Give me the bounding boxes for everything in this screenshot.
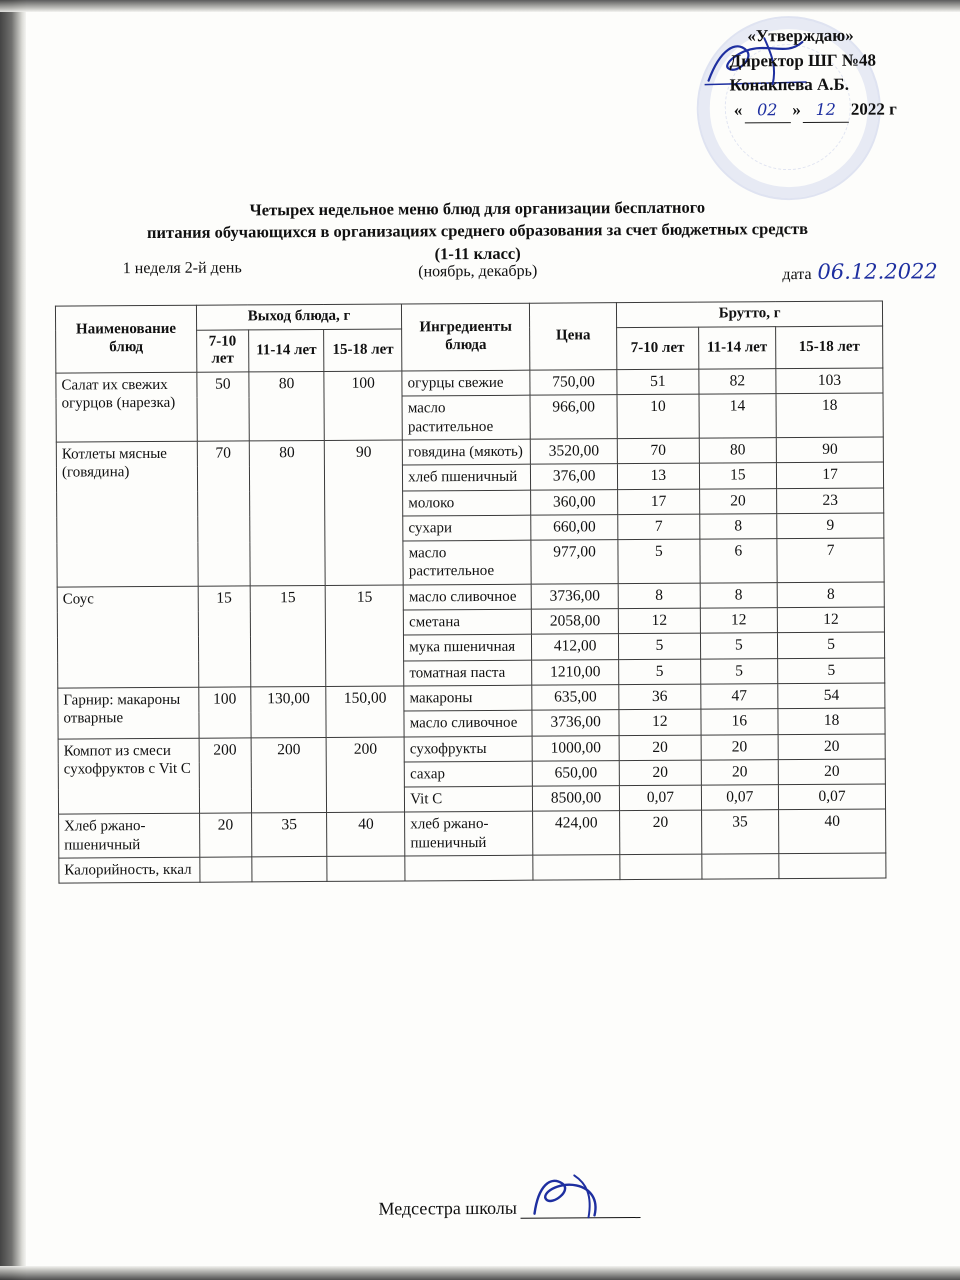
cell-ingredient: сухофрукты: [404, 736, 532, 762]
cell-dish-name: Хлеб ржано-пшеничный: [59, 814, 200, 858]
cell-brutto-1: 7: [618, 514, 699, 540]
cell-brutto-3: 7: [777, 538, 884, 582]
cell-brutto-1: 5: [618, 539, 700, 583]
cell-price: 3520,00: [530, 439, 617, 465]
nurse-label: Медсестра школы: [378, 1197, 517, 1219]
table-row: [59, 809, 886, 858]
header-dish-name: Наименование блюд: [55, 305, 196, 373]
nurse-signature-line: [521, 1197, 641, 1219]
cell-brutto-2: 16: [701, 709, 779, 735]
cell-price: 650,00: [532, 760, 619, 786]
cell-ingredient: масло растительное: [403, 540, 531, 584]
cell-output-2: 80: [249, 372, 325, 441]
title-line-3: (1-11 класс): [434, 243, 521, 263]
cell-ingredient: сахар: [404, 761, 532, 787]
cell-ingredient: сметана: [404, 609, 532, 635]
approval-block: [729, 23, 897, 123]
cell-dish-name: Котлеты мясные (говядина): [56, 441, 198, 587]
cell-output-2: 80: [249, 440, 325, 585]
cell-brutto-3: 17: [777, 462, 884, 488]
approval-utverzhdayu: «Утверждаю»: [747, 25, 854, 46]
cell-ingredient: томатная паста: [404, 660, 532, 686]
cell-brutto-2: 35: [701, 810, 779, 854]
cell-price: 977,00: [531, 540, 618, 584]
cell-brutto-3: 18: [776, 393, 883, 437]
cell-brutto-2: 5: [700, 633, 778, 659]
cell-brutto-3: 8: [777, 582, 884, 608]
menu-table-body: [56, 368, 886, 883]
cell-output-2: 130,00: [251, 686, 327, 737]
cell-brutto-2: 20: [701, 759, 779, 785]
approval-date-day: 02: [744, 98, 790, 122]
cell-ingredient: масло сливочное: [403, 584, 531, 610]
cell-price: 1210,00: [532, 659, 619, 685]
cell-output-1: 100: [199, 687, 251, 738]
cell-ingredient: хлеб пшеничный: [403, 464, 531, 490]
header-ingredients: Ингредиенты блюда: [402, 303, 530, 371]
cell-output-1: 70: [197, 441, 250, 586]
cell-ingredient: [405, 855, 533, 881]
page-title: [0, 195, 958, 268]
cell-ingredient: говядина (мякоть): [402, 439, 530, 465]
header-output-age-7-10: 7-10 лет: [196, 330, 248, 373]
cell-brutto-1: 13: [618, 463, 699, 489]
header-brutto-age-15-18: 15-18 лет: [776, 326, 883, 369]
cell-brutto-1: [620, 854, 701, 880]
cell-price: 2058,00: [531, 609, 618, 635]
cell-price: 376,00: [530, 464, 617, 490]
cell-output-3: 150,00: [326, 686, 404, 737]
cell-price: 3736,00: [532, 710, 619, 736]
cell-ingredient: молоко: [403, 490, 531, 516]
cell-brutto-3: 20: [778, 734, 885, 760]
cell-brutto-3: 90: [776, 437, 883, 463]
cell-brutto-3: 0,07: [779, 784, 886, 810]
cell-brutto-3: 23: [777, 488, 884, 514]
cell-price: 3736,00: [531, 583, 618, 609]
menu-table: [55, 301, 887, 884]
approval-date-row: [730, 97, 897, 123]
cell-brutto-2: 47: [700, 684, 778, 710]
cell-brutto-2: 15: [699, 463, 777, 489]
cell-brutto-1: 0,07: [620, 785, 701, 811]
cell-output-1: 15: [198, 586, 251, 688]
cell-price: 635,00: [532, 685, 619, 711]
header-output-age-15-18: 15-18 лет: [324, 329, 402, 372]
cell-brutto-3: 5: [778, 658, 885, 684]
cell-brutto-1: 8: [618, 583, 699, 609]
cell-output-2: [252, 856, 328, 882]
date-value-handwritten: 06.12.2022: [817, 259, 938, 284]
approval-director-name: Конакпева А.Б.: [729, 75, 850, 95]
nurse-signature-block: [378, 1197, 641, 1220]
cell-brutto-3: 12: [777, 607, 884, 633]
cell-dish-name: Гарнир: макароны отварные: [58, 687, 199, 738]
cell-brutto-1: 10: [617, 395, 699, 439]
cell-brutto-2: 8: [700, 582, 778, 608]
cell-brutto-1: 51: [617, 369, 698, 395]
document-date: [782, 259, 938, 284]
cell-ingredient: хлеб ржано-пшеничный: [405, 812, 533, 856]
months-label: (ноябрь, декабрь): [418, 262, 538, 281]
approval-date-open-quote: «: [733, 100, 743, 120]
cell-dish-name: Компот из смеси сухофруктов с Vit C: [58, 738, 199, 815]
cell-brutto-1: 20: [619, 735, 700, 761]
cell-brutto-2: [701, 854, 779, 880]
header-output-age-11-14: 11-14 лет: [248, 329, 324, 372]
cell-brutto-3: [779, 853, 886, 879]
cell-brutto-1: 36: [619, 684, 700, 710]
cell-output-3: 15: [326, 585, 404, 687]
cell-ingredient: масло сливочное: [404, 710, 532, 736]
cell-price: 360,00: [531, 489, 618, 515]
cell-brutto-2: 12: [700, 608, 778, 634]
cell-price: 660,00: [531, 514, 618, 540]
cell-brutto-1: 70: [618, 438, 699, 464]
cell-brutto-3: 20: [778, 759, 885, 785]
cell-brutto-2: 5: [700, 658, 778, 684]
header-brutto-age-7-10: 7-10 лет: [617, 327, 699, 370]
cell-brutto-1: 12: [619, 709, 700, 735]
cell-brutto-2: 20: [699, 488, 777, 514]
cell-output-1: [200, 857, 252, 883]
cell-brutto-3: 9: [777, 513, 884, 539]
cell-brutto-3: 40: [779, 809, 886, 853]
cell-output-2: 35: [251, 813, 327, 857]
date-label: дата: [782, 265, 812, 284]
cell-brutto-1: 5: [619, 633, 700, 659]
cell-ingredient: масло растительное: [402, 396, 530, 440]
cell-brutto-2: 6: [699, 539, 777, 583]
cell-price: [533, 855, 620, 881]
cell-output-1: 50: [197, 372, 249, 441]
cell-ingredient: огурцы свежие: [402, 370, 530, 396]
cell-brutto-1: 20: [619, 760, 700, 786]
menu-table-head: [55, 301, 882, 373]
cell-output-3: 100: [324, 371, 402, 440]
cell-brutto-3: 54: [778, 683, 885, 709]
cell-output-1: 200: [199, 737, 251, 813]
cell-brutto-2: 80: [699, 438, 777, 464]
cell-output-1: 20: [199, 813, 251, 857]
header-brutto-age-11-14: 11-14 лет: [698, 326, 776, 369]
cell-price: 1000,00: [532, 735, 619, 761]
cell-brutto-3: 103: [776, 368, 883, 394]
cell-brutto-2: 82: [698, 369, 776, 395]
cell-price: 8500,00: [532, 786, 619, 812]
cell-brutto-2: 0,07: [701, 785, 779, 811]
cell-ingredient: сухари: [403, 515, 531, 541]
cell-brutto-1: 12: [619, 608, 700, 634]
cell-brutto-1: 20: [620, 811, 702, 855]
approval-date-close-quote: »: [792, 99, 801, 120]
cell-output-3: 200: [327, 736, 405, 812]
cell-brutto-2: 20: [701, 734, 779, 760]
title-line-1: Четырех недельное меню блюд для организации бесплатного: [249, 197, 706, 220]
cell-ingredient: мука пшеничная: [404, 635, 532, 661]
approval-director-title: Директор ШГ №48: [729, 50, 876, 71]
cell-dish-name: Соус: [57, 586, 198, 688]
cell-output-3: [327, 856, 405, 882]
cell-dish-name: Калорийность, ккал: [59, 857, 200, 883]
header-brutto-group: Брутто, г: [617, 301, 883, 327]
cell-price: 750,00: [530, 370, 617, 396]
cell-output-2: 15: [250, 585, 326, 687]
cell-price: 424,00: [533, 811, 620, 855]
cell-ingredient: макароны: [404, 685, 532, 711]
cell-output-3: 40: [327, 812, 405, 856]
cell-brutto-3: 5: [778, 632, 885, 658]
cell-price: 966,00: [530, 395, 617, 439]
cell-brutto-3: 18: [778, 708, 885, 734]
header-price: Цена: [529, 303, 617, 371]
approval-date-year: 2022 г: [850, 99, 897, 119]
cell-dish-name: Салат их свежих огурцов (нарезка): [56, 372, 197, 442]
cell-brutto-2: 14: [699, 394, 777, 438]
cell-ingredient: Vit C: [405, 786, 533, 812]
cell-output-2: 200: [251, 737, 327, 813]
cell-price: 412,00: [531, 634, 618, 660]
cell-brutto-1: 5: [619, 659, 700, 685]
week-day-label: 1 неделя 2-й день: [122, 259, 242, 278]
nurse-signature: [529, 1173, 629, 1220]
header-output-group: Выход блюда, г: [196, 304, 401, 330]
cell-brutto-2: 8: [699, 514, 777, 540]
cell-output-3: 90: [325, 440, 404, 585]
table-row: [59, 853, 886, 883]
cell-brutto-1: 17: [618, 489, 699, 515]
approval-date-month: 12: [803, 98, 849, 122]
title-line-2: питания обучающихся в организациях среднего образования за счет бюджетных средств: [146, 219, 809, 243]
